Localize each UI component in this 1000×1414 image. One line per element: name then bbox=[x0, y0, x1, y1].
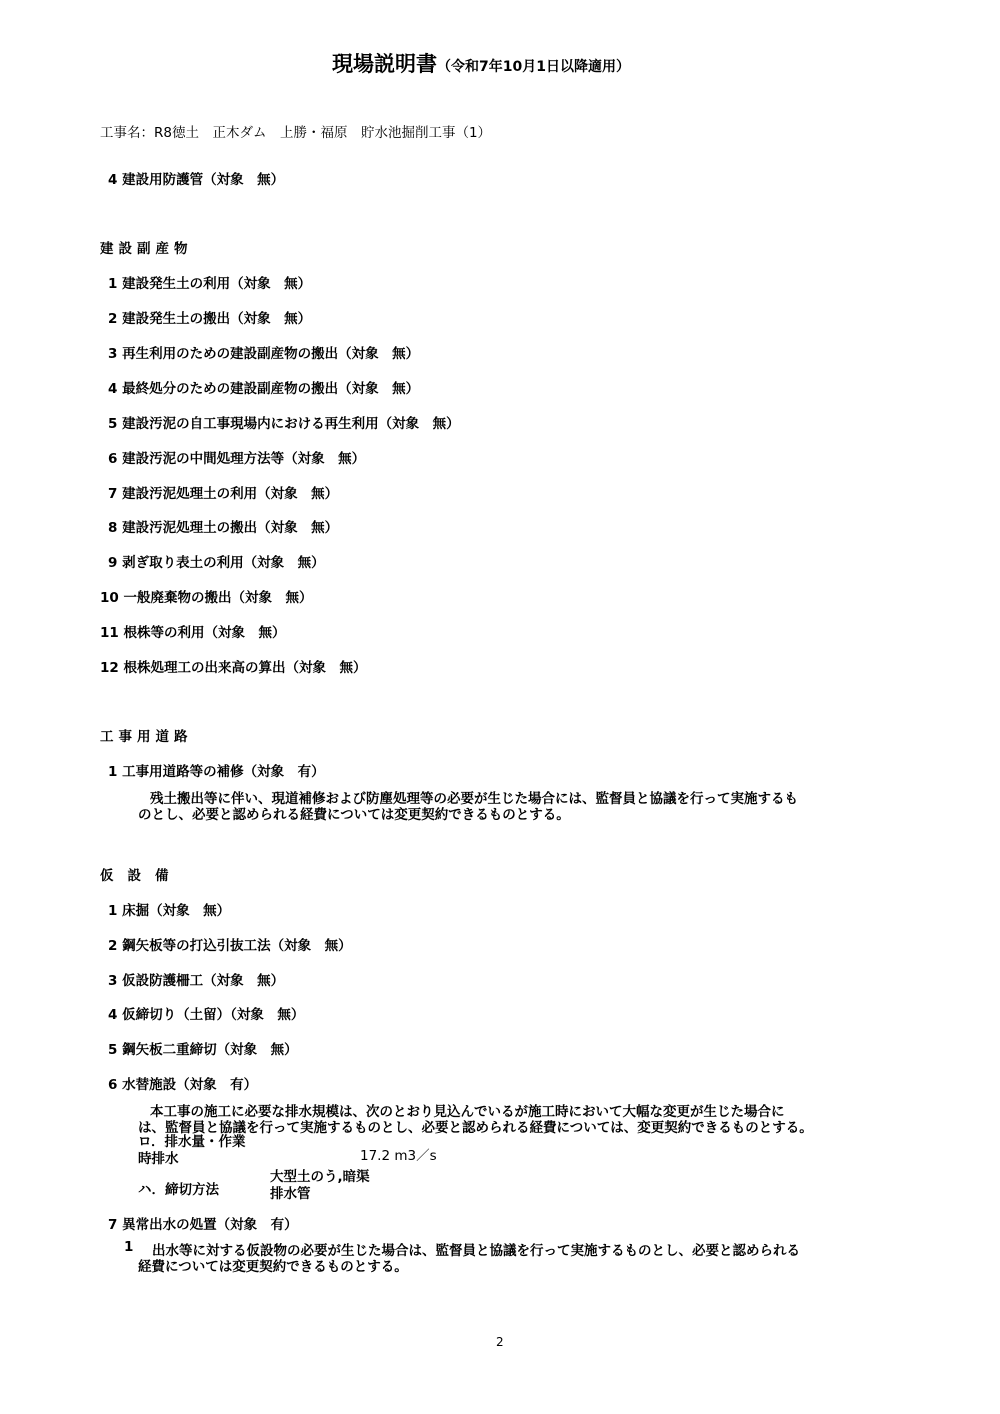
item-text: 仮締切り（土留）（対象 無） bbox=[122, 1007, 305, 1023]
cofferdam-label: ハ．締切方法 bbox=[138, 1182, 219, 1198]
paragraph-line: 残土搬出等に伴い、現道補修および防塵処理等の必要が生じた場合には、監督員と協議を行って実施するも bbox=[150, 791, 798, 807]
section-heading-temporary: 仮設備 bbox=[100, 868, 183, 884]
item-number: 5 bbox=[108, 1042, 118, 1058]
item-text: 建設汚泥の自工事現場内における再生利用（対象 無） bbox=[122, 416, 460, 432]
item-text: 異常出水の処置（対象 有） bbox=[122, 1217, 298, 1233]
paragraph-line: のとし、必要と認められる経費については変更契約できるものとする。 bbox=[138, 807, 570, 823]
item-text: 建設発生土の利用（対象 無） bbox=[122, 276, 312, 292]
item-number: 6 bbox=[108, 1077, 118, 1093]
item-number: 7 bbox=[108, 486, 118, 502]
item-number: 4 bbox=[108, 381, 118, 397]
item-number: 12 bbox=[100, 660, 119, 676]
list-item bbox=[108, 1213, 298, 1233]
item-number: 2 bbox=[108, 938, 118, 954]
item-text: 水替施設（対象 有） bbox=[122, 1077, 258, 1093]
item-text: 工事用道路等の補修（対象 有） bbox=[122, 764, 325, 780]
list-item bbox=[108, 969, 284, 989]
list-item bbox=[108, 1073, 257, 1093]
list-item bbox=[108, 551, 325, 571]
paragraph-line: 本工事の施工に必要な排水規模は、次のとおり見込んでいるが施工時において大幅な変更が生じた場合に bbox=[150, 1104, 785, 1120]
item-text: 建設汚泥の中間処理方法等（対象 無） bbox=[122, 451, 366, 467]
section-heading-road: 工事用道路 bbox=[100, 729, 193, 745]
item-text: 根株処理工の出来高の算出（対象 無） bbox=[123, 660, 367, 676]
list-item bbox=[100, 586, 313, 606]
cofferdam-value bbox=[270, 1169, 370, 1203]
item-number: 4 bbox=[108, 1007, 118, 1023]
drainage-value: 17.2 m3／s bbox=[360, 1148, 437, 1164]
paragraph-line: 経費については変更契約できるものとする。 bbox=[138, 1259, 408, 1275]
drainage-label bbox=[138, 1134, 245, 1168]
list-item bbox=[108, 1038, 298, 1058]
item-number: 10 bbox=[100, 590, 119, 606]
list-item bbox=[108, 168, 284, 188]
item-text: 建設汚泥処理土の利用（対象 無） bbox=[122, 486, 339, 502]
item-number: 4 bbox=[108, 172, 118, 188]
page-title bbox=[332, 48, 630, 78]
item-number: 1 bbox=[108, 764, 118, 780]
list-item bbox=[108, 482, 338, 502]
item-text: 再生利用のための建設副産物の搬出（対象 無） bbox=[122, 346, 420, 362]
item-number: 1 bbox=[108, 276, 118, 292]
list-item bbox=[100, 621, 286, 641]
list-item bbox=[100, 656, 367, 676]
list-item bbox=[108, 342, 419, 362]
item-text: 鋼矢板二重締切（対象 無） bbox=[122, 1042, 298, 1058]
item-number: 9 bbox=[108, 555, 118, 571]
list-item bbox=[108, 412, 460, 432]
item-text: 建設発生土の搬出（対象 無） bbox=[122, 311, 312, 327]
item-number: 5 bbox=[108, 416, 118, 432]
item-number: 7 bbox=[108, 1217, 118, 1233]
sub-item-number: 1 bbox=[124, 1239, 134, 1255]
cofferdam-value-line: 大型土のう,暗渠 bbox=[270, 1169, 370, 1185]
section-heading-byproducts: 建設副産物 bbox=[100, 241, 193, 257]
cofferdam-value-line: 排水管 bbox=[270, 1186, 311, 1202]
list-item bbox=[108, 1003, 304, 1023]
list-item bbox=[108, 307, 311, 327]
item-number: 2 bbox=[108, 311, 118, 327]
list-item bbox=[108, 516, 338, 536]
item-text: 床掘（対象 無） bbox=[122, 903, 231, 919]
item-number: 11 bbox=[100, 625, 119, 641]
title-sub: （令和7年10月1日以降適用） bbox=[437, 59, 630, 75]
drainage-label-line: ロ．排水量・作業 bbox=[138, 1134, 246, 1150]
list-item bbox=[108, 760, 325, 780]
item-text: 建設用防護管（対象 無） bbox=[122, 172, 285, 188]
list-item bbox=[108, 272, 311, 292]
item-text: 一般廃棄物の搬出（対象 無） bbox=[123, 590, 313, 606]
item-number: 8 bbox=[108, 520, 118, 536]
list-item bbox=[108, 934, 352, 954]
list-item bbox=[108, 377, 419, 397]
item-number: 3 bbox=[108, 346, 118, 362]
item-text: 根株等の利用（対象 無） bbox=[123, 625, 286, 641]
item-text: 仮設防護柵工（対象 無） bbox=[122, 973, 285, 989]
paragraph-line: は、監督員と協議を行って実施するものとし、必要と認められる経費については、変更契約できるものとする。 bbox=[138, 1120, 813, 1136]
title-main: 現場説明書 bbox=[332, 52, 437, 76]
item-number: 6 bbox=[108, 451, 118, 467]
item-number: 1 bbox=[108, 903, 118, 919]
item-text: 鋼矢板等の打込引抜工法（対象 無） bbox=[122, 938, 352, 954]
item-text: 建設汚泥処理土の搬出（対象 無） bbox=[122, 520, 339, 536]
item-number: 3 bbox=[108, 973, 118, 989]
list-item bbox=[108, 447, 365, 467]
drainage-label-line: 時排水 bbox=[138, 1151, 179, 1167]
project-name: 工事名：R8徳土 正木ダム 上勝・福原 貯水池掘削工事（1） bbox=[100, 125, 492, 141]
item-text: 剥ぎ取り表土の利用（対象 無） bbox=[122, 555, 325, 571]
list-item bbox=[108, 899, 230, 919]
page-number: 2 bbox=[496, 1335, 504, 1349]
item-text: 最終処分のための建設副産物の搬出（対象 無） bbox=[122, 381, 420, 397]
paragraph-line: 出水等に対する仮設物の必要が生じた場合は、監督員と協議を行って実施するものとし、必要と認められる bbox=[152, 1243, 800, 1259]
